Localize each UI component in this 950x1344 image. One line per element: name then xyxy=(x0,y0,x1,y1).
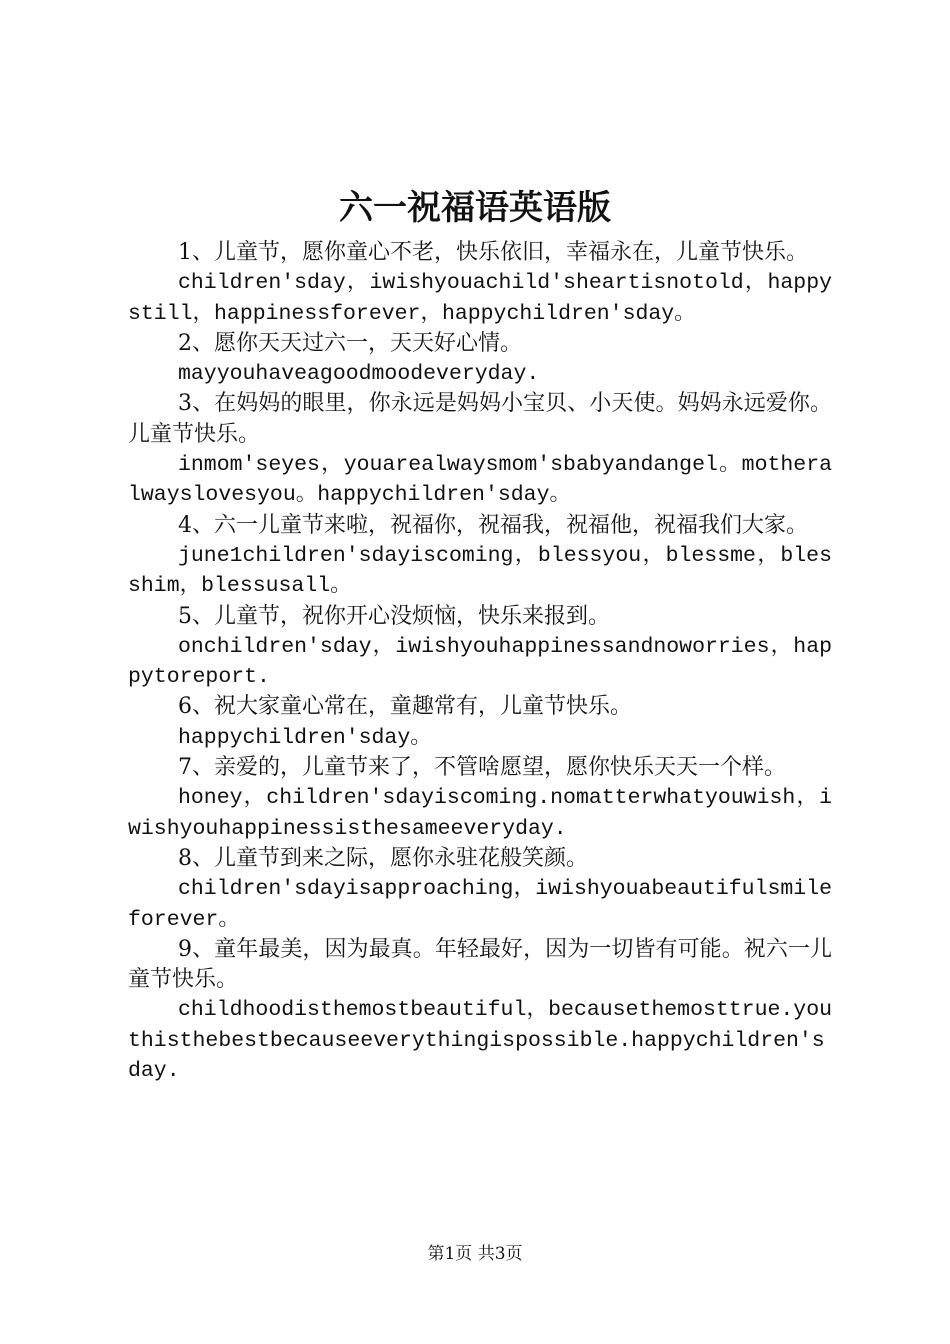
paragraph: 8、儿童节到来之际，愿你永驻花般笑颜。 xyxy=(178,845,588,871)
paragraph: onchildren'sday，iwishyouhappinessandnoworries，happytoreport. xyxy=(128,634,832,690)
paragraph: inmom'seyes，youarealwaysmom'sbabyandangel。motheralwayslovesyou。happychildren'sday。 xyxy=(128,453,832,508)
paragraph: 1、儿童节，愿你童心不老，快乐依旧，幸福永在，儿童节快乐。 xyxy=(178,240,808,265)
paragraph: 4、六一儿童节来啦，祝福你，祝福我，祝福他，祝福我们大家。 xyxy=(178,512,808,538)
page-footer: 第1页 共3页 xyxy=(427,1244,523,1264)
paragraph: 7、亲爱的，儿童节来了，不管啥愿望，愿你快乐天天一个样。 xyxy=(178,755,786,781)
document-body xyxy=(128,238,832,1086)
paragraph: 6、祝大家童心常在，童趣常有，儿童节快乐。 xyxy=(178,694,632,720)
page-title: 六一祝福语英语版 xyxy=(339,188,611,228)
paragraph: children'sdayisapproaching，iwishyouabeautifulsmileforever。 xyxy=(128,877,832,932)
paragraph: 2、愿你天天过六一，天天好心情。 xyxy=(178,330,522,356)
paragraph: mayyouhaveagoodmoodeveryday. xyxy=(178,362,540,387)
paragraph: june1children'sdayiscoming，blessyou，blessme，blesshim，blessusall。 xyxy=(128,543,832,599)
paragraph: 9、童年最美，因为最真。年轻最好，因为一切皆有可能。祝六一儿童节快乐。 xyxy=(128,936,832,993)
paragraph: children'sday，iwishyouachild'sheartisnotold，happystill，happinessforever，happychildren'sday。 xyxy=(128,271,832,326)
paragraph: childhoodisthemostbeautiful，becausethemosttrue.youthisthebestbecauseeverythingispossible.happychildren'sday. xyxy=(128,998,832,1084)
paragraph: honey，children'sdayiscoming.nomatterwhatyouwish，iwishyouhappinessisthesameeveryday. xyxy=(128,786,832,841)
paragraph: 3、在妈妈的眼里，你永远是妈妈小宝贝、小天使。妈妈永远爱你。儿童节快乐。 xyxy=(128,391,832,447)
paragraph: 5、儿童节，祝你开心没烦恼，快乐来报到。 xyxy=(178,603,610,629)
paragraph: happychildren'sday。 xyxy=(178,725,432,750)
